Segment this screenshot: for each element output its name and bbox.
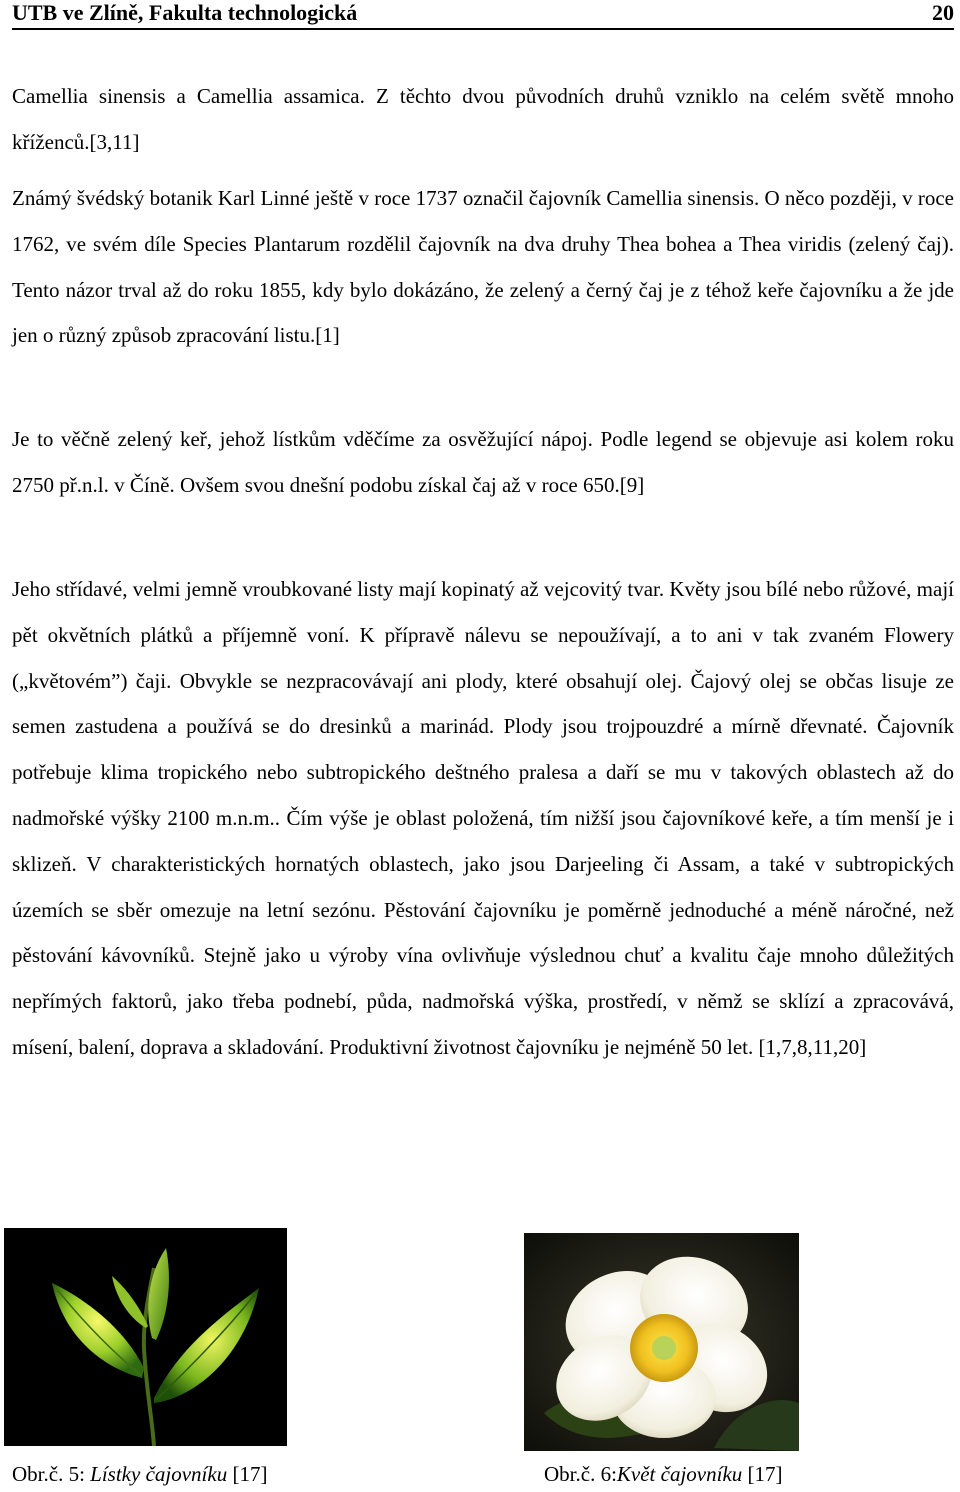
tea-flower-image (524, 1233, 799, 1451)
paragraph-3: Je to věčně zelený keř, jehož lístkům vděčíme za osvěžující nápoj. Podle legend se objevuje asi kolem roku 2750 př.n.l. v Číně. Ovšem svou dnešní podobu získal čaj až v roce 650.[9] (12, 427, 954, 497)
paragraph-2: Známý švédský botanik Karl Linné ještě v roce 1737 označil čajovník Camellia sinensis. O něco později, v roce 1762, ve svém díle Species Plantarum rozdělil čajovník na dva druhy Thea bohea a Thea viridis (zelený čaj). Tento názor trval až do roku 1855, kdy bylo dokázáno, že zelený a černý čaj je z téhož keře čajovníku a že jde jen o různý způsob zpracování listu.[1] (12, 186, 954, 348)
tea-leaves-image (4, 1228, 287, 1446)
header-title: UTB ve Zlíně, Fakulta technologická (12, 0, 358, 25)
paragraph-1: Camellia sinensis a Camellia assamica. Z těchto dvou původních druhů vzniklo na celém světě mnoho kříženců.[3,11] (12, 84, 954, 154)
figure-ref-6: [17] (742, 1462, 783, 1486)
figure-label-6: Obr.č. 6: (544, 1462, 617, 1486)
page-header (12, 0, 954, 30)
paragraph-4: Jeho střídavé, velmi jemně vroubkované listy mají kopinatý až vejcovitý tvar. Květy jsou bílé nebo růžové, mají pět okvětních plátků a příjemně voní. K přípravě nálevu se nepoužívají, a to ani v tak zvaném Flowery („květovém”) čaji. Obvykle se nezpracovávají ani plody, které obsahují olej. Čajový olej se občas lisuje ze semen zastudena a používá se do dresinků a marinád. Plody jsou trojpouzdré a mírně dřevnaté. Čajovník potřebuje klima tropického nebo subtropického deštného pralesa a daří se mu v takových oblastech až do nadmořské výšky 2100 m.n.m.. Čím výše je oblast položená, tím nižší jsou čajovníkové keře, a tím menší je i sklizeň. V charakteristických hornatých oblastech, jako jsou Darjeeling či Assam, a také v subtropických územích se sběr omezuje na letní sezónu. Pěstování čajovníku je poměrně jednoduché a méně náročné, než pěstování kávovníků. Stejně jako u výroby vína ovlivňuje výslednou chuť a kvalitu čaje mnoho důležitých nepřímých faktorů, jako třeba podnebí, půda, nadmořská výška, prostředí, v němž se sklízí a zpracovává, mísení, balení, doprava a skladování. Produktivní životnost čajovníku je nejméně 50 let. [1,7,8,11,20] (12, 577, 954, 1059)
page-number: 20 (932, 0, 954, 25)
figure-ref-5: [17] (227, 1462, 268, 1486)
figure-title-5: Lístky čajovníku (90, 1462, 228, 1486)
figure-label-5: Obr.č. 5: (12, 1462, 91, 1486)
figure-title-6: Květ čajovníku (616, 1462, 743, 1486)
figure-caption-5 (12, 1461, 267, 1487)
figure-caption-6 (544, 1461, 783, 1487)
